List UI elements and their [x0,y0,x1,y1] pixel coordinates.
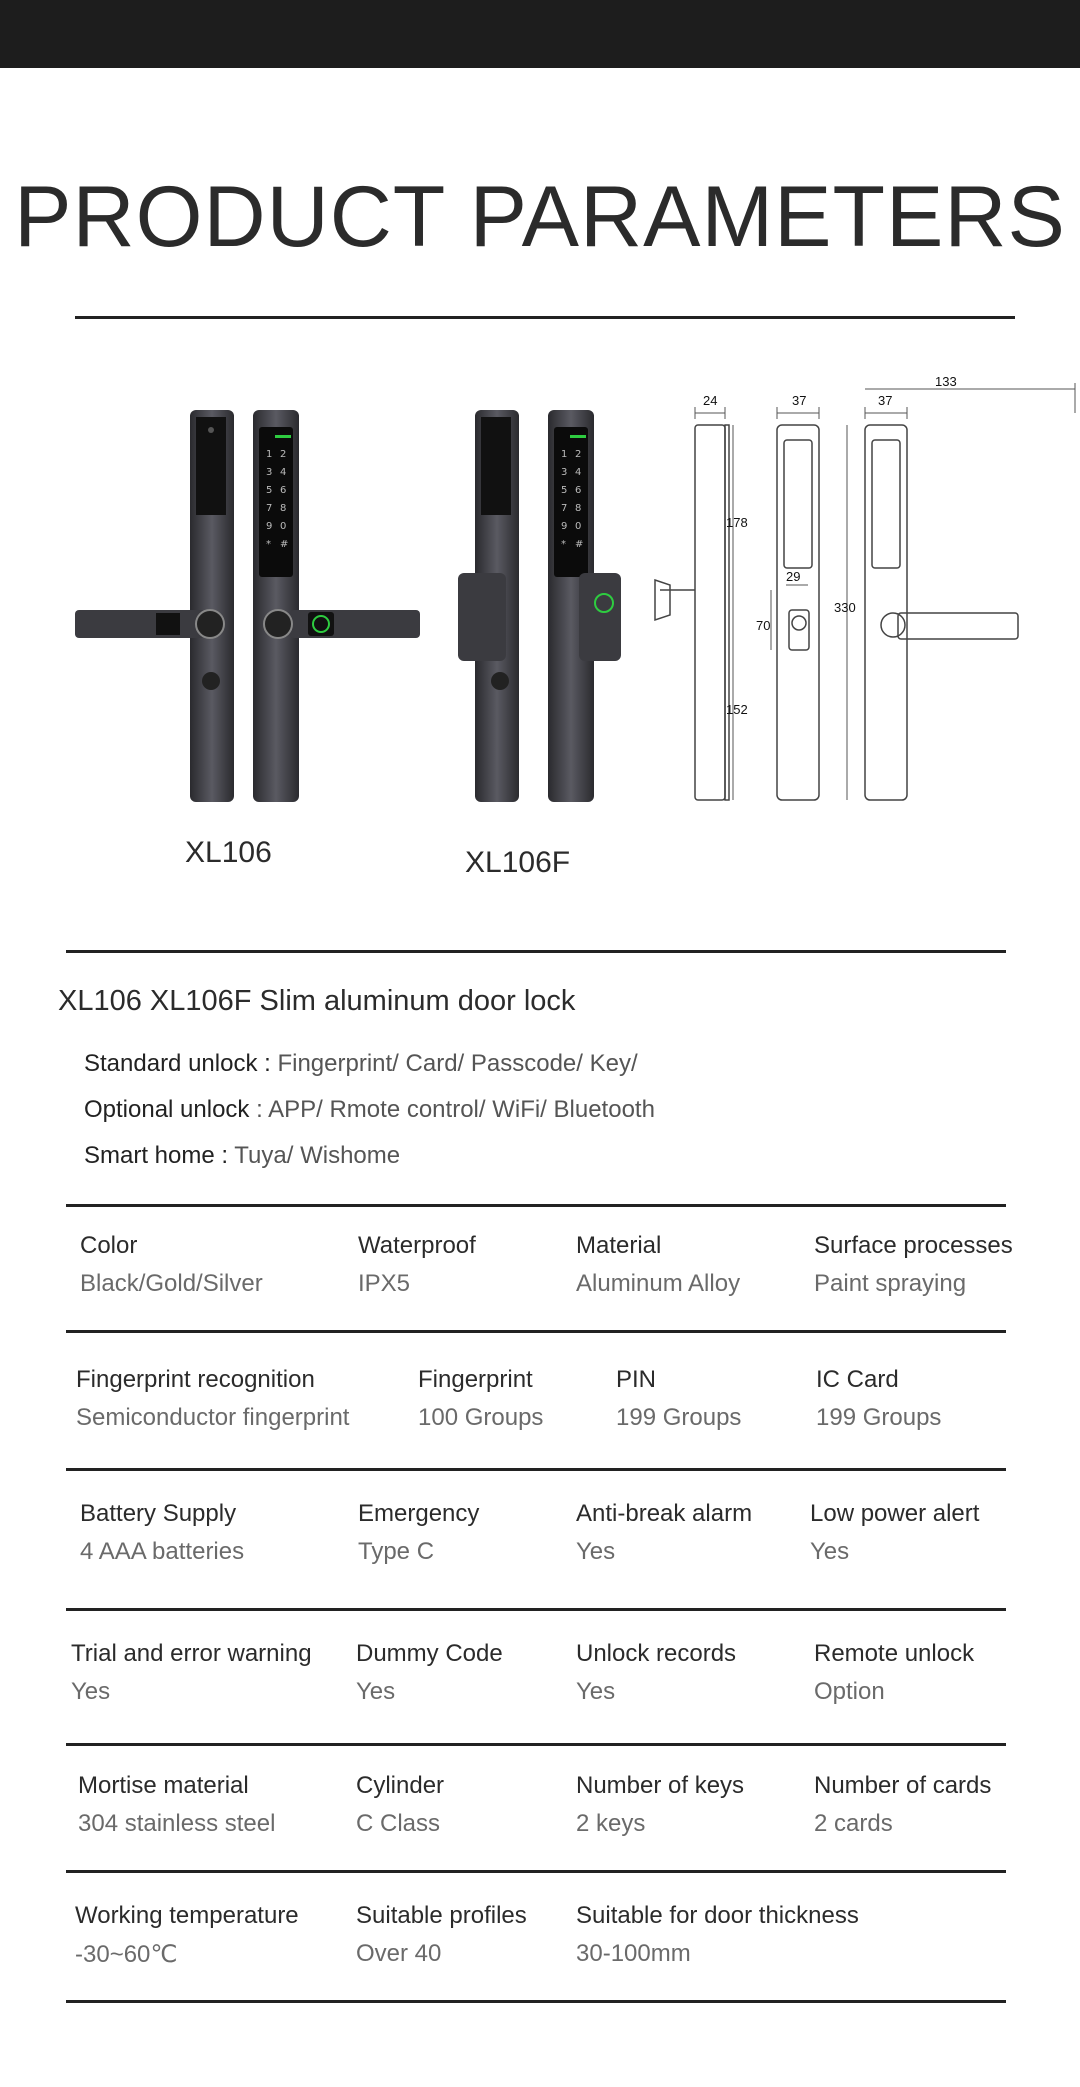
spec-cell [814,1232,1013,1298]
keypad-key: # [575,539,584,550]
dimension-label: 330 [834,600,856,615]
spec-value: 100 Groups [418,1404,544,1431]
spec-label: Working temperature [75,1902,299,1929]
keypad-key: 9 [561,521,568,532]
spec-divider [66,1743,1006,1746]
spec-value: 2 cards [814,1810,893,1837]
spec-cell [356,1772,444,1838]
spec-label: PIN [616,1366,657,1393]
spec-label: Remote unlock [814,1640,975,1667]
spec-value: 30-100mm [576,1940,691,1967]
keypad-key: * [561,539,566,550]
keypad-key: 9 [266,521,273,532]
dimension-labels [703,374,957,717]
dimension-label: 24 [703,393,718,408]
spec-cell [356,1902,527,1968]
spec-label: Cylinder [356,1772,445,1799]
keypad-key: 0 [575,521,582,532]
unlock-line [84,1096,655,1124]
spec-cell [71,1640,312,1706]
keypad-key: 2 [575,449,582,460]
dimension-label: 70 [756,618,771,633]
title-divider [75,316,1015,319]
keypad-key: 7 [266,503,273,514]
unlock-line [84,1050,638,1078]
spec-divider [66,2000,1006,2003]
spec-value: Yes [71,1678,111,1705]
model-label-xl106f: XL106F [465,846,571,879]
spec-value: Over 40 [356,1940,442,1967]
spec-label: Mortise material [78,1772,249,1799]
spec-value: Yes [576,1678,616,1705]
unlock-line [84,1142,400,1170]
dimension-label: 37 [792,393,807,408]
top-bar [0,0,1080,68]
spec-value: Yes [810,1538,850,1565]
spec-value: Black/Gold/Silver [80,1270,263,1297]
spec-cell [814,1640,974,1706]
spec-value: 199 Groups [616,1404,742,1431]
product-heading: XL106 XL106F Slim aluminum door lock [58,985,576,1017]
spec-label: Number of cards [814,1772,992,1799]
unlock-value: Tuya/ Wishome [228,1142,401,1169]
spec-divider [66,1330,1006,1333]
spec-value: Option [814,1678,885,1705]
led-indicator [275,435,291,438]
xl106-lock-image [75,410,420,802]
spec-value: 2 keys [576,1810,646,1837]
unlock-label: Smart home : [84,1142,229,1169]
unlock-value: : APP/ Rmote control/ WiFi/ Bluetooth [249,1096,655,1123]
spec-cell [814,1772,991,1838]
keypad-key: 3 [561,467,568,478]
spec-cell [358,1232,476,1298]
spec-cell [76,1366,349,1432]
spec-label: Suitable for door thickness [576,1902,859,1929]
spec-label: IC Card [816,1366,899,1393]
keypad-key: * [266,539,271,550]
spec-value: Yes [576,1538,616,1565]
keypad-key: 7 [561,503,568,514]
keypad-key: 5 [266,485,273,496]
spec-label: Unlock records [576,1640,737,1667]
spec-cell [418,1366,543,1432]
spec-label: Material [576,1232,662,1259]
keypad-key: 3 [266,467,273,478]
keypad-key: 6 [575,485,582,496]
spec-cell [356,1640,503,1706]
spec-cell [80,1232,263,1298]
spec-value: 4 AAA batteries [80,1538,245,1565]
spec-cell [78,1772,275,1838]
keypad-key: 4 [575,467,582,478]
spec-cell [616,1366,741,1432]
spec-value: Aluminum Alloy [576,1270,741,1297]
spec-label: Anti-break alarm [576,1500,753,1527]
spec-divider [66,1870,1006,1873]
spec-cell [75,1902,299,1969]
xl106f-lock-image [458,410,621,802]
model-label-xl106: XL106 [185,836,272,869]
spec-cell [576,1640,736,1706]
keypad-key: 4 [280,467,287,478]
dimension-label: 152 [726,702,748,717]
unlock-label: Standard unlock : [84,1050,271,1077]
spec-label: Fingerprint recognition [76,1366,315,1393]
spec-value: IPX5 [358,1270,411,1297]
spec-label: Emergency [358,1500,480,1527]
spec-label: Suitable profiles [356,1902,527,1929]
spec-value: -30~60℃ [75,1941,178,1968]
spec-label: Dummy Code [356,1640,503,1667]
spec-value: Yes [356,1678,396,1705]
keypad-key: 1 [266,449,273,460]
spec-cell [576,1902,859,1968]
keypad-key: 8 [575,503,582,514]
section-divider [66,950,1006,953]
keypad-key: 2 [280,449,287,460]
product-illustration [60,365,1030,879]
spec-value: Semiconductor fingerprint [76,1404,350,1431]
page-title: PRODUCT PARAMETERS [14,169,1066,265]
spec-label: Waterproof [358,1232,476,1259]
spec-label: Battery Supply [80,1500,237,1527]
spec-value: 304 stainless steel [78,1810,276,1837]
spec-cell [810,1500,979,1566]
spec-cell [576,1500,752,1566]
spec-label: Surface processes [814,1232,1013,1259]
dimension-label: 178 [726,515,748,530]
keypad-key: 1 [561,449,568,460]
spec-divider [66,1204,1006,1207]
spec-label: Fingerprint [418,1366,533,1393]
dimension-drawing [655,383,1075,800]
keypad-key: # [280,539,289,550]
unlock-value: Fingerprint/ Card/ Passcode/ Key/ [270,1050,638,1077]
spec-cell [358,1500,479,1566]
spec-value: Type C [358,1538,435,1565]
spec-cell [576,1232,740,1298]
spec-value: C Class [356,1810,441,1837]
spec-label: Low power alert [810,1500,980,1527]
spec-label: Number of keys [576,1772,745,1799]
spec-label: Trial and error warning [71,1640,312,1667]
spec-divider [66,1608,1006,1611]
dimension-label: 133 [935,374,957,389]
keypad-key: 0 [280,521,287,532]
keypad-key: 8 [280,503,287,514]
unlock-label: Optional unlock [84,1096,250,1123]
spec-cell [576,1772,744,1838]
spec-label: Color [80,1232,138,1259]
spec-value: 199 Groups [816,1404,942,1431]
dimension-label: 37 [878,393,893,408]
keypad-key: 5 [561,485,568,496]
spec-divider [66,1468,1006,1471]
dimension-label: 29 [786,569,801,584]
spec-cell [80,1500,244,1566]
spec-value: Paint spraying [814,1270,967,1297]
spec-cell [816,1366,941,1432]
keypad-key: 6 [280,485,287,496]
